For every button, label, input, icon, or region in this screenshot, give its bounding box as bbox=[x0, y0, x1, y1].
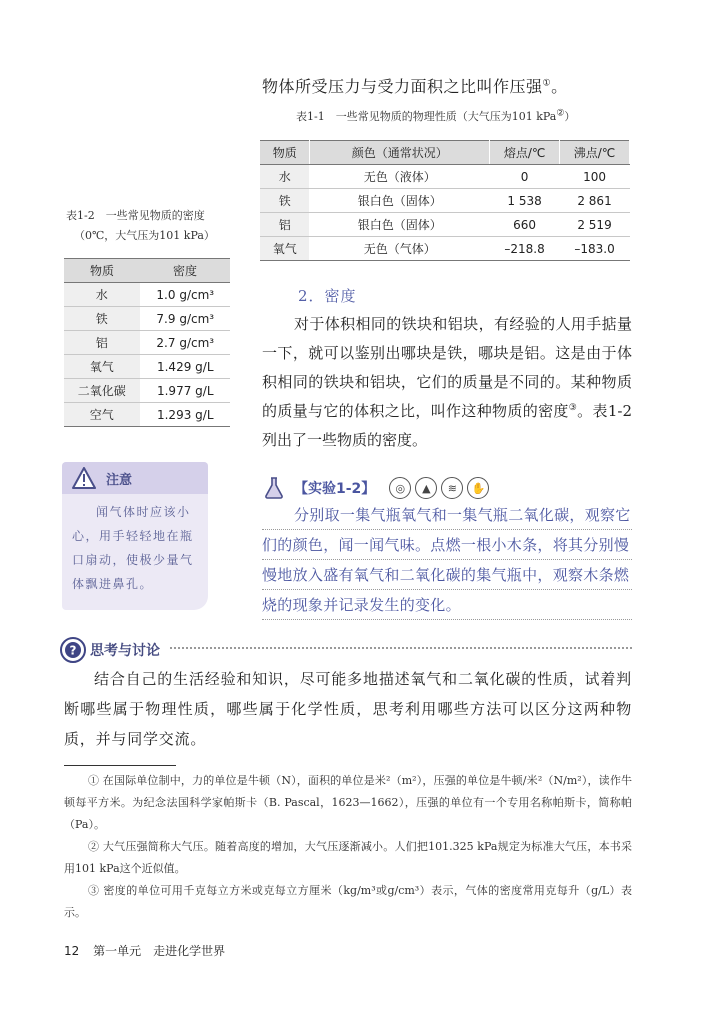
table-cell: 铁 bbox=[64, 307, 140, 331]
question-icon bbox=[60, 637, 86, 663]
table2-caption-line2: （0℃，大气压为101 kPa） bbox=[74, 229, 215, 242]
footnote-2: ② 大气压强简称大气压。随着高度的增加，大气压逐渐减小。人们把101.325 kPa规定为标准大气压，本书采用101 kPa这个近似值。 bbox=[64, 840, 632, 875]
table-cell: 1.293 g/L bbox=[140, 403, 230, 427]
table-cell: 水 bbox=[260, 165, 310, 189]
table1-caption-end: ） bbox=[564, 110, 576, 123]
density-text-end: 。表1-2列出了一些物质的密度。 bbox=[262, 402, 632, 449]
flask-icon bbox=[262, 476, 286, 500]
footnote-rule bbox=[64, 765, 176, 766]
table-cell: –183.0 bbox=[560, 237, 630, 261]
table-cell: 1.429 g/L bbox=[140, 355, 230, 379]
table-cell: 银白色（固体） bbox=[310, 189, 490, 213]
section-heading: 2．密度 bbox=[298, 287, 357, 305]
column-header: 熔点/℃ bbox=[490, 141, 560, 165]
table2-caption-line1: 表1-2 一些常见物质的密度 bbox=[66, 209, 205, 222]
table-row bbox=[64, 331, 230, 355]
table-cell: 氧气 bbox=[64, 355, 140, 379]
table-cell: 银白色（固体） bbox=[310, 213, 490, 237]
page-number: 12 bbox=[64, 944, 80, 958]
table-row bbox=[64, 403, 230, 427]
table-row bbox=[64, 355, 230, 379]
table-header-row bbox=[64, 259, 230, 283]
table-cell: 2 861 bbox=[560, 189, 630, 213]
experiment-text: 分别取一集气瓶氧气和一集气瓶二氧化碳，观察它们的颜色，闻一闻气味。点燃一根小木条，将其分别慢慢地放入盛有氧气和二氧化碳的集气瓶中，观察木条燃烧的现象并记录发生的变化。 bbox=[262, 506, 631, 614]
unit-title: 第一单元 走进化学世界 bbox=[93, 944, 226, 958]
dotted-rule bbox=[262, 559, 632, 560]
column-header: 物质 bbox=[260, 141, 310, 165]
table-cell: 无色（液体） bbox=[310, 165, 490, 189]
column-header: 密度 bbox=[140, 259, 230, 283]
table-cell: 1.0 g/cm³ bbox=[140, 283, 230, 307]
density-text: 对于体积相同的铁块和铝块，有经验的人用手掂量一下，就可以鉴别出哪块是铁，哪块是铝。这是由于体积相同的铁块和铝块，它们的质量是不同的。某种物质的质量与它的体积之比，叫作这种物质的密度 bbox=[262, 315, 632, 420]
footnote-ref-3[interactable]: ③ bbox=[568, 403, 578, 413]
table-cell: 二氧化碳 bbox=[64, 379, 140, 403]
table-row bbox=[260, 237, 630, 261]
table-row bbox=[260, 189, 630, 213]
table-cell: 无色（气体） bbox=[310, 237, 490, 261]
table2-caption bbox=[66, 206, 236, 246]
footnote-ref-1[interactable]: ① bbox=[542, 78, 552, 89]
column-header: 颜色（通常状况） bbox=[310, 141, 490, 165]
think-discuss-header bbox=[60, 637, 160, 663]
footnote-3: ③ 密度的单位可用千克每立方米或克每立方厘米（kg/m³或g/cm³）表示，气体的密度常用克每升（g/L）表示。 bbox=[64, 884, 632, 919]
think-title: 思考与讨论 bbox=[90, 643, 160, 659]
safety-icons bbox=[389, 477, 489, 499]
table-row bbox=[64, 283, 230, 307]
table-cell: 1.977 g/L bbox=[140, 379, 230, 403]
table-cell: 2 519 bbox=[560, 213, 630, 237]
table-cell: 2.7 g/cm³ bbox=[140, 331, 230, 355]
density-paragraph bbox=[262, 310, 632, 455]
table-cell: 660 bbox=[490, 213, 560, 237]
table-cell: –218.8 bbox=[490, 237, 560, 261]
experiment-title: 【实验1-2】 bbox=[294, 481, 376, 497]
table-cell: 铁 bbox=[260, 189, 310, 213]
note-box bbox=[62, 462, 208, 610]
table-cell: 铝 bbox=[64, 331, 140, 355]
table-row bbox=[260, 213, 630, 237]
table-cell: 水 bbox=[64, 283, 140, 307]
table-cell: 氧气 bbox=[260, 237, 310, 261]
table-cell: 0 bbox=[490, 165, 560, 189]
table-cell: 铝 bbox=[260, 213, 310, 237]
table1-caption bbox=[296, 108, 575, 124]
column-header: 沸点/℃ bbox=[560, 141, 630, 165]
note-body: 闻气体时应该小心，用手轻轻地在瓶口扇动，使极少量气体飘进鼻孔。 bbox=[72, 505, 194, 591]
table-cell: 空气 bbox=[64, 403, 140, 427]
table2-density bbox=[64, 258, 230, 427]
table-row bbox=[64, 307, 230, 331]
footnotes bbox=[64, 770, 632, 924]
intro-sentence: 物体所受压力与受力面积之比叫作压强①。 bbox=[262, 77, 568, 96]
column-header: 物质 bbox=[64, 259, 140, 283]
table-cell: 100 bbox=[560, 165, 630, 189]
goggles-icon: ◎ bbox=[389, 477, 411, 499]
note-title: 注意 bbox=[106, 472, 133, 488]
table1-physical-properties bbox=[260, 140, 630, 261]
dotted-rule bbox=[262, 589, 632, 590]
dotted-separator bbox=[170, 647, 632, 649]
table-header-row bbox=[260, 141, 630, 165]
fire-icon: ▲ bbox=[415, 477, 437, 499]
table-row bbox=[64, 379, 230, 403]
table-row bbox=[260, 165, 630, 189]
experiment-header bbox=[262, 476, 489, 500]
heat-icon: ≋ bbox=[441, 477, 463, 499]
footnote-ref-2[interactable]: ② bbox=[556, 108, 565, 119]
footnote-1: ① 在国际单位制中，力的单位是牛顿（N），面积的单位是米²（m²），压强的单位是牛顿/米²（N/m²），读作牛顿每平方米。为纪念法国科学家帕斯卡（B. Pascal，1623—1662），压强的单位有一个专用名称帕斯卡，简称帕（Pa）。 bbox=[64, 774, 632, 831]
page-footer bbox=[64, 942, 225, 959]
think-text: 结合自己的生活经验和知识，尽可能多地描述氧气和二氧化碳的性质，试着判断哪些属于物理性质，哪些属于化学性质，思考利用哪些方法可以区分这两种物质，并与同学交流。 bbox=[64, 670, 632, 748]
note-header bbox=[62, 462, 208, 494]
svg-text:?: ? bbox=[69, 643, 77, 658]
dotted-rule bbox=[262, 619, 632, 620]
intro-text: 物体所受压力与受力面积之比叫作压强 bbox=[262, 77, 543, 96]
dotted-rule bbox=[262, 529, 632, 530]
table-cell: 7.9 g/cm³ bbox=[140, 307, 230, 331]
table-cell: 1 538 bbox=[490, 189, 560, 213]
table1-caption-text: 表1-1 一些常见物质的物理性质（大气压为101 kPa bbox=[296, 110, 557, 123]
warning-icon bbox=[72, 467, 96, 489]
hand-wash-icon: ✋ bbox=[467, 477, 489, 499]
